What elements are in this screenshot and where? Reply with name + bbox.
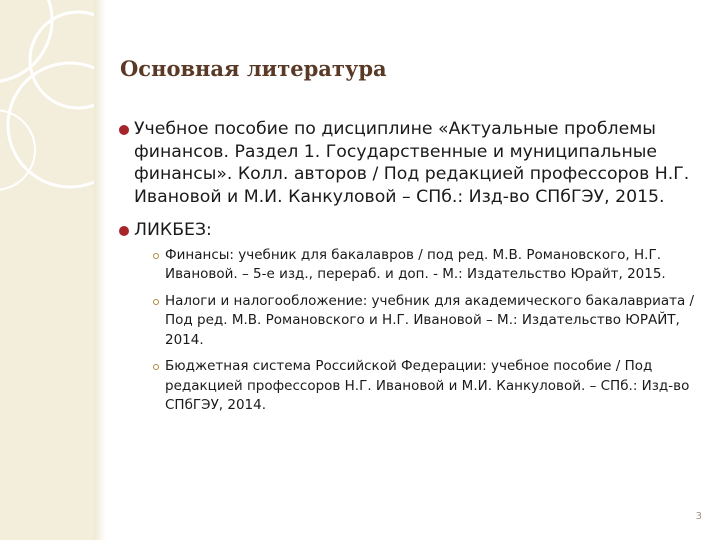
sub-list-item (156, 246, 703, 285)
sub-bullet-icon (153, 253, 159, 259)
decorative-band (0, 0, 94, 540)
list-item (118, 118, 703, 208)
decorative-circles-icon (0, 0, 94, 540)
sub-list-item-text: Налоги и налогообложение: учебник для академического бакалавриата / Под ред. М.В. Романовского и Н.Г. Ивановой – М.: Издательство ЮРАЙТ, 2014. (165, 292, 695, 348)
list-item-text: ЛИКБЕЗ: (134, 220, 212, 241)
sub-list (156, 246, 703, 416)
band-divider (94, 0, 106, 540)
sub-bullet-icon (153, 299, 159, 305)
page-title: Основная литература (120, 56, 387, 81)
sub-bullet-icon (153, 364, 159, 370)
sub-list-item-text: Бюджетная система Российской Федерации: учебное пособие / Под редакцией профессоров Н.Г. Ивановой и М.И. Канкуловой. – СПб.: Изд-во СПбГЭУ, 2014. (165, 358, 690, 414)
list-item-text: Учебное пособие по дисциплине «Актуальные проблемы финансов. Раздел 1. Государственные и муниципальные финансы». Колл. авторов / Под редакцией профессоров Н.Г. Ивановой и М.И. Канкуловой – СПб.: Изд-во СПбГЭУ, 2015. (134, 119, 690, 207)
sub-list-item (156, 292, 703, 351)
list-item (118, 219, 703, 416)
sub-list-item-text: Финансы: учебник для бакалавров / под ред. М.В. Романовского, Н.Г. Ивановой. – 5-е изд., перераб. и доп. - М.: Издательство Юрайт, 2015. (165, 246, 666, 283)
slide-content (118, 118, 703, 427)
page-number: 3 (695, 511, 702, 522)
bullet-icon (119, 125, 129, 135)
bullet-icon (119, 226, 129, 236)
sub-list-item (156, 357, 703, 416)
